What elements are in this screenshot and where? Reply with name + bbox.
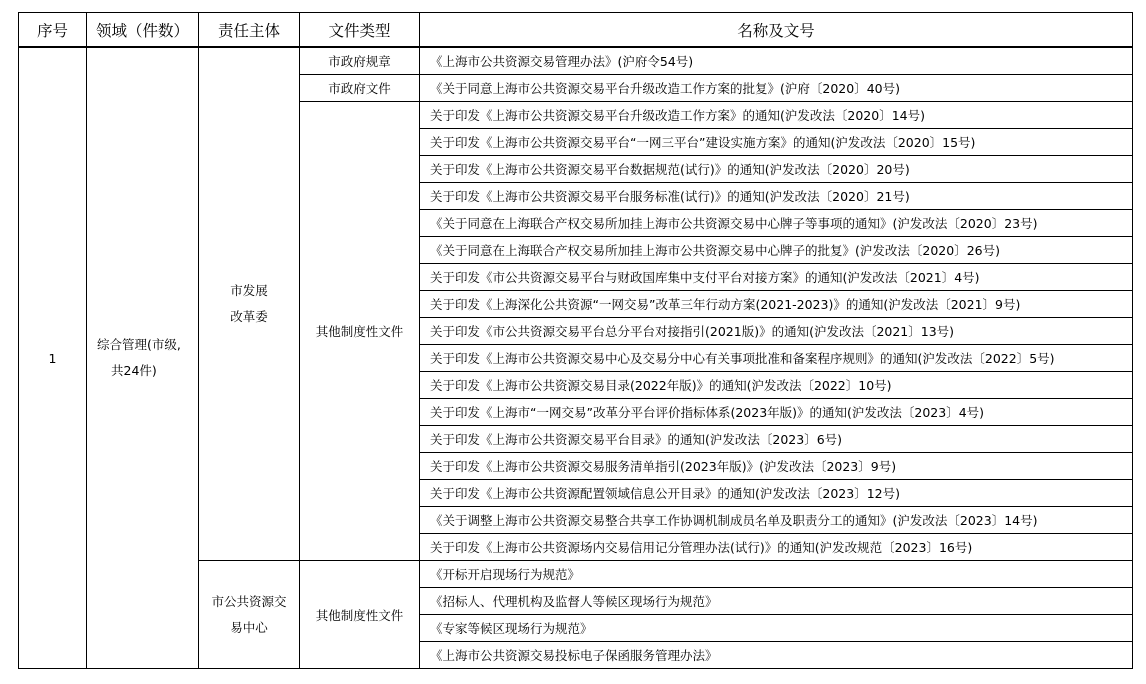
document-name: 关于印发《市公共资源交易平台与财政国库集中支付平台对接方案》的通知(沪发改法〔2021〕4号)	[420, 264, 1133, 291]
document-name: 关于印发《上海深化公共资源“一网交易”改革三年行动方案(2021-2023)》的通知(沪发改法〔2021〕9号)	[420, 291, 1133, 318]
document-name: 《关于调整上海市公共资源交易整合共享工作协调机制成员名单及职责分工的通知》(沪发改法〔2023〕14号)	[420, 507, 1133, 534]
document-name: 关于印发《上海市公共资源交易平台目录》的通知(沪发改法〔2023〕6号)	[420, 426, 1133, 453]
document-name: 《关于同意在上海联合产权交易所加挂上海市公共资源交易中心牌子等事项的通知》(沪发改法〔2020〕23号)	[420, 210, 1133, 237]
entity-center-cell	[199, 561, 300, 669]
field-line2: 共24件)	[111, 363, 157, 378]
type-other-center: 其他制度性文件	[300, 561, 420, 669]
header-field: 领域（件数）	[87, 13, 199, 48]
document-name: 关于印发《上海市公共资源交易服务清单指引(2023年版)》(沪发改法〔2023〕9号)	[420, 453, 1133, 480]
type-other-ndrc: 其他制度性文件	[300, 102, 420, 561]
field-line1: 综合管理(市级,	[97, 337, 181, 352]
type-gov-doc: 市政府文件	[300, 75, 420, 102]
table-row	[19, 47, 1133, 75]
entity-ndrc-line1: 市发展	[230, 283, 268, 298]
policy-document-table	[18, 12, 1133, 669]
document-name: 关于印发《上海市公共资源配置领域信息公开目录》的通知(沪发改法〔2023〕12号)	[420, 480, 1133, 507]
entity-center-line1: 市公共资源交	[211, 593, 287, 609]
document-name: 关于印发《上海市公共资源交易平台“一网三平台”建设实施方案》的通知(沪发改法〔2020〕15号)	[420, 129, 1133, 156]
document-name: 关于印发《上海市公共资源交易平台数据规范(试行)》的通知(沪发改法〔2020〕20号)	[420, 156, 1133, 183]
document-name: 《上海市公共资源交易管理办法》(沪府令54号)	[420, 47, 1133, 75]
type-gov-rule: 市政府规章	[300, 47, 420, 75]
header-name: 名称及文号	[420, 13, 1133, 48]
document-name: 《关于同意上海市公共资源交易平台升级改造工作方案的批复》(沪府〔2020〕40号)	[420, 75, 1133, 102]
header-type: 文件类型	[300, 13, 420, 48]
document-name: 关于印发《市公共资源交易平台总分平台对接指引(2021版)》的通知(沪发改法〔2021〕13号)	[420, 318, 1133, 345]
document-name: 《招标人、代理机构及监督人等候区现场行为规范》	[420, 588, 1133, 615]
entity-ndrc-line2: 改革委	[230, 309, 268, 324]
document-name: 《上海市公共资源交易投标电子保函服务管理办法》	[420, 642, 1133, 669]
header-seq: 序号	[19, 13, 87, 48]
document-name: 关于印发《上海市公共资源交易目录(2022年版)》的通知(沪发改法〔2022〕10号)	[420, 372, 1133, 399]
document-name: 关于印发《上海市公共资源场内交易信用记分管理办法(试行)》的通知(沪发改规范〔2023〕16号)	[420, 534, 1133, 561]
document-name: 关于印发《上海市公共资源交易平台升级改造工作方案》的通知(沪发改法〔2020〕14号)	[420, 102, 1133, 129]
document-name: 《关于同意在上海联合产权交易所加挂上海市公共资源交易中心牌子的批复》(沪发改法〔2020〕26号)	[420, 237, 1133, 264]
header-entity: 责任主体	[199, 13, 300, 48]
entity-ndrc-cell	[199, 47, 300, 561]
document-name: 《专家等候区现场行为规范》	[420, 615, 1133, 642]
document-name: 关于印发《上海市公共资源交易中心及交易分中心有关事项批准和备案程序规则》的通知(沪发改法〔2022〕5号)	[420, 345, 1133, 372]
document-name: 《开标开启现场行为规范》	[420, 561, 1133, 588]
entity-center-line2: 易中心	[230, 619, 268, 635]
document-name: 关于印发《上海市公共资源交易平台服务标准(试行)》的通知(沪发改法〔2020〕21号)	[420, 183, 1133, 210]
seq-cell: 1	[19, 47, 87, 669]
field-cell	[87, 47, 199, 669]
table-header-row	[19, 13, 1133, 48]
document-name: 关于印发《上海市“一网交易”改革分平台评价指标体系(2023年版)》的通知(沪发改法〔2023〕4号)	[420, 399, 1133, 426]
